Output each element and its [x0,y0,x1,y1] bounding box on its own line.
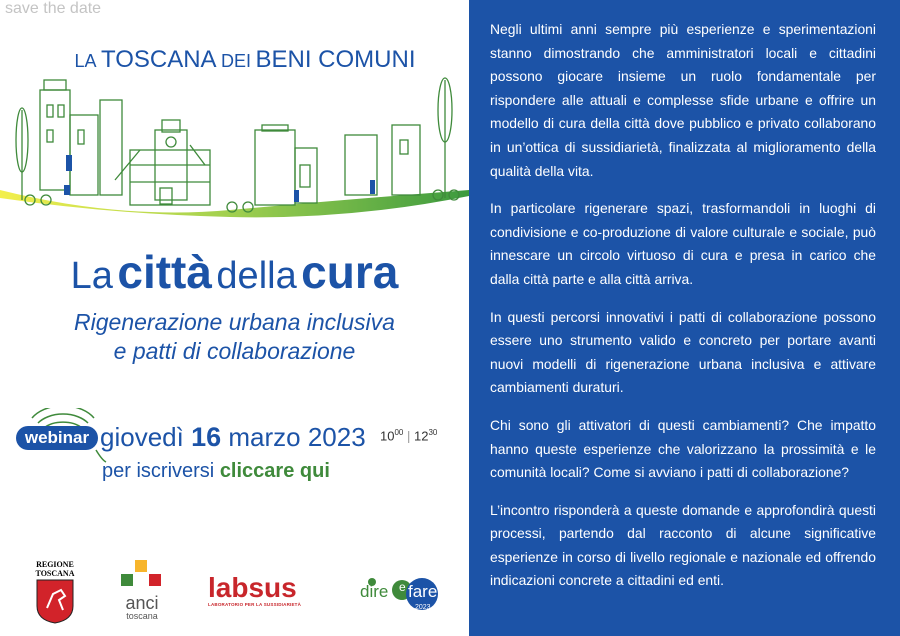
pegasus-shield-icon [35,578,75,624]
title-cura: cura [301,246,399,298]
title-la: La [70,255,113,297]
title-della: della [216,255,297,297]
regione-line2: TOSCANA [35,569,75,578]
toscana-la: LA [74,51,97,71]
title-citta: città [117,246,212,298]
labsus-logo [208,574,301,607]
description-text [490,18,876,607]
toscana-main: TOSCANA [100,46,217,73]
dire-year: 2023 [415,604,431,611]
event-month-year: marzo 2023 [228,422,366,452]
dire-e-fare-logo [360,568,440,618]
event-subtitle [0,308,469,366]
labsus-subtitle: LABORATORIO PER LA SUSSIDIARIETÀ [208,602,302,607]
time-end-sup: 30 [428,428,438,437]
event-date-num: 16 [191,422,222,452]
anci-line1: anci [125,593,159,613]
subtitle-line2: e patti di collaborazione [113,338,356,364]
time-start-sup: 00 [394,428,404,437]
labsus-wordmark: labsus [208,572,297,603]
signup-line [102,460,330,483]
paragraph: Negli ultimi anni sempre più esperienze e sperimentazioni stanno dimostrando che amministratori locali e cittadini possono giocare insieme un ruolo fondamentale per rispondere alle attuali e complesse sfide urbane e offrire un modello di cura della città dove pubblico e privato collaborano in un’ottica di sussidiarietà, finalizzata al miglioramento della qualità della vita. [490,21,876,179]
anci-toscana-logo [114,560,170,621]
time-separator: | [407,428,411,444]
signup-prefix: per iscriversi [102,460,215,482]
event-time [380,428,437,443]
event-title [0,245,469,299]
paragraph: In questi percorsi innovativi i patti di collaborazione possono essere uno strumento valido e concreto per portare avanti nuovi modelli di rigenerazione urbana inclusiva e attivare cambiamenti duraturi. [490,308,876,396]
signup-link[interactable]: cliccare qui [219,460,330,482]
paragraph: L’incontro risponderà a queste domande e approfondirà questi processi, partendo dal racconto di alcune significative esperienze in corso di livello regionale e nazionale ed offrendo indicazioni concrete a cittadini ed enti. [490,501,876,589]
time-start: 10 [380,428,395,444]
city-skyline-illustration [0,70,469,230]
fare-text: fare [408,582,438,601]
e-text: e [399,580,406,594]
regione-toscana-logo [30,560,80,629]
webinar-badge: webinar [16,426,98,450]
save-the-date-label: save the date [5,0,102,17]
anci-line2: toscana [126,611,158,621]
subtitle-line1: Rigenerazione urbana inclusiva [74,309,395,335]
paragraph: In particolare rigenerare spazi, trasformandoli in luoghi di condivisione e co-produzione di valore culturale e sociale, può innescare un circolo virtuoso di cura e presa in carico che dalla città parte e alla città arriva. [490,200,876,287]
time-end: 12 [414,428,429,444]
regione-line1: REGIONE [36,560,74,569]
anci-squares-icon [117,560,167,590]
paragraph: Chi sono gli attivatori di questi cambiamenti? Che impatto hanno queste esperienze che valorizzano la prossimità e le comunità locali? Come si avviano i patti di collaborazione? [490,416,876,481]
event-date [100,422,366,453]
toscana-beni: BENI COMUNI [255,46,416,73]
dire-text: dire [360,582,389,601]
toscana-dei: DEI [221,51,252,71]
event-day: giovedì [100,422,184,452]
